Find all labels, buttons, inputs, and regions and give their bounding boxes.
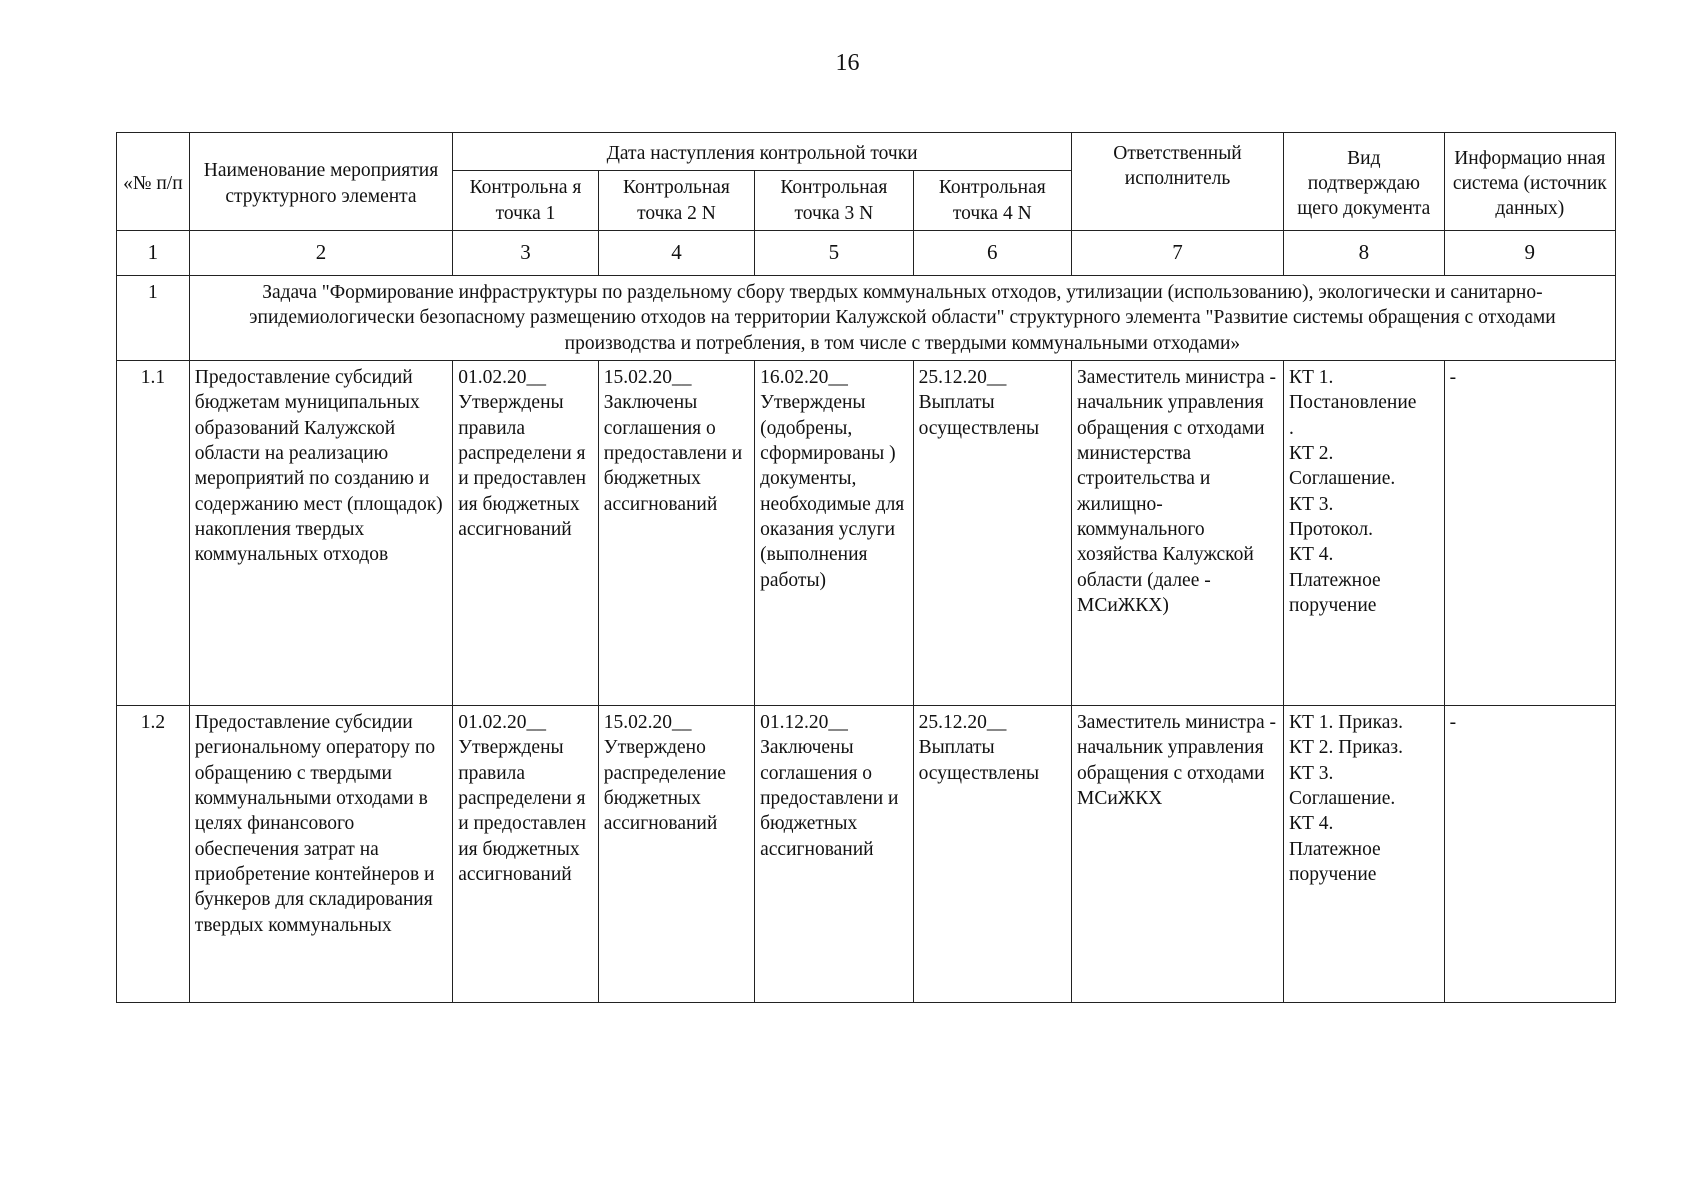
row-responsible: Заместитель министра - начальник управления обращения с отходами МСиЖКХ [1072, 706, 1284, 1003]
column-number: 1 [117, 231, 190, 276]
cp-date: 01.02.20__ [458, 367, 546, 389]
cp-text: Утверждены (одобрены, сформированы ) документы, необходимые для оказания услуги (выполнения работы) [760, 392, 905, 591]
column-number: 5 [755, 231, 913, 276]
cp-text: Заключены соглашения о предоставлени и бюджетных ассигнований [603, 392, 743, 515]
column-number: 3 [453, 231, 599, 276]
doc-line: Платежное [1289, 838, 1381, 860]
cp-date: 25.12.20__ [918, 367, 1007, 389]
doc-line: КТ 2. Приказ. [1289, 737, 1403, 759]
doc-line: Платежное [1289, 569, 1381, 591]
page-number: 16 [835, 50, 860, 76]
header-cp3: Контрольная точка 3 N [755, 171, 913, 231]
cp-date: 15.02.20__ [603, 712, 692, 734]
doc-line: КТ 4. [1289, 544, 1334, 566]
row-num: 1.2 [117, 706, 190, 1003]
row-cp1 [453, 361, 599, 706]
row-cp3 [755, 361, 913, 706]
column-number-row [117, 231, 1616, 276]
header-col-doc-type: Вид подтверждаю щего документа [1284, 133, 1445, 231]
cp-text: Выплаты осуществлены [918, 392, 1040, 439]
doc-line: Протокол. [1289, 519, 1373, 541]
header-col-info-system: Информацио нная система (источник данных) [1444, 133, 1615, 231]
cp-date: 25.12.20__ [918, 712, 1007, 734]
row-name: Предоставление субсидий бюджетам муниципальных образований Калужской области на реализацию мероприятий по созданию и содержанию мест (площадок) накопления твердых коммунальных отходов [189, 361, 452, 706]
row-doc-type [1284, 706, 1445, 1003]
task-text: Задача "Формирование инфраструктуры по раздельному сбору твердых коммунальных отходов, утилизации (использованию), экологически и санитарно-эпидемиологически безопасному размещению отходов на территории Калужской области" структурного элемента "Развитие системы обращения с отходами производства и потребления, в том числе с твердыми коммунальными отходами» [189, 276, 1615, 361]
cp-text: Утверждены правила распределени я и предоставлен ия бюджетных ассигнований [458, 392, 587, 541]
column-number: 2 [189, 231, 452, 276]
cp-date: 01.12.20__ [760, 712, 848, 734]
doc-line: поручение [1289, 864, 1377, 886]
doc-line: КТ 4. [1289, 813, 1334, 835]
doc-line: Соглашение. [1289, 468, 1396, 490]
cp-date: 01.02.20__ [458, 712, 546, 734]
row-cp4 [913, 361, 1071, 706]
doc-line: КТ 1. Приказ. [1289, 712, 1403, 734]
doc-line: Постановление [1289, 392, 1417, 414]
row-responsible: Заместитель министра - начальник управления обращения с отходами министерства строительства и жилищно-коммунального хозяйства Калужской области (далее - МСиЖКХ) [1072, 361, 1284, 706]
task-row [117, 276, 1616, 361]
header-col-name: Наименование мероприятия структурного элемента [189, 133, 452, 231]
column-number: 9 [1444, 231, 1615, 276]
row-info-system: - [1444, 361, 1615, 706]
header-cp1: Контрольна я точка 1 [453, 171, 599, 231]
doc-line: . [1289, 417, 1294, 439]
control-points-table [116, 132, 1616, 1003]
cp-date: 15.02.20__ [603, 367, 692, 389]
column-number: 6 [913, 231, 1071, 276]
doc-line: Соглашение. [1289, 788, 1396, 810]
table-row [117, 361, 1616, 706]
task-num: 1 [117, 276, 190, 361]
column-number: 8 [1284, 231, 1445, 276]
header-cp2: Контрольная точка 2 N [598, 171, 754, 231]
header-col-responsible: Ответственный исполнитель [1072, 133, 1284, 231]
row-cp3 [755, 706, 913, 1003]
column-number: 4 [598, 231, 754, 276]
cp-text: Утверждено распределение бюджетных ассигнований [603, 737, 726, 835]
row-name: Предоставление субсидии региональному оператору по обращению с твердыми коммунальными отходами в целях финансового обеспечения затрат на приобретение контейнеров и бункеров для складирования твердых коммунальных [189, 706, 452, 1003]
table-row [117, 706, 1616, 1003]
row-cp4 [913, 706, 1071, 1003]
header-row-top [117, 133, 1616, 171]
doc-line: поручение [1289, 595, 1377, 617]
header-col-num: «№ п/п [117, 133, 190, 231]
header-cp4: Контрольная точка 4 N [913, 171, 1071, 231]
row-cp2 [598, 706, 754, 1003]
doc-line: КТ 2. [1289, 443, 1334, 465]
row-doc-type [1284, 361, 1445, 706]
cp-date: 16.02.20__ [760, 367, 848, 389]
header-col-date-group: Дата наступления контрольной точки [453, 133, 1072, 171]
row-cp2 [598, 361, 754, 706]
cp-text: Выплаты осуществлены [918, 737, 1040, 784]
cp-text: Заключены соглашения о предоставлени и бюджетных ассигнований [760, 737, 899, 860]
cp-text: Утверждены правила распределени я и предоставлен ия бюджетных ассигнований [458, 737, 587, 886]
doc-line: КТ 3. [1289, 762, 1334, 784]
row-cp1 [453, 706, 599, 1003]
column-number: 7 [1072, 231, 1284, 276]
row-info-system: - [1444, 706, 1615, 1003]
doc-line: КТ 1. [1289, 367, 1334, 389]
doc-line: КТ 3. [1289, 493, 1334, 515]
row-num: 1.1 [117, 361, 190, 706]
